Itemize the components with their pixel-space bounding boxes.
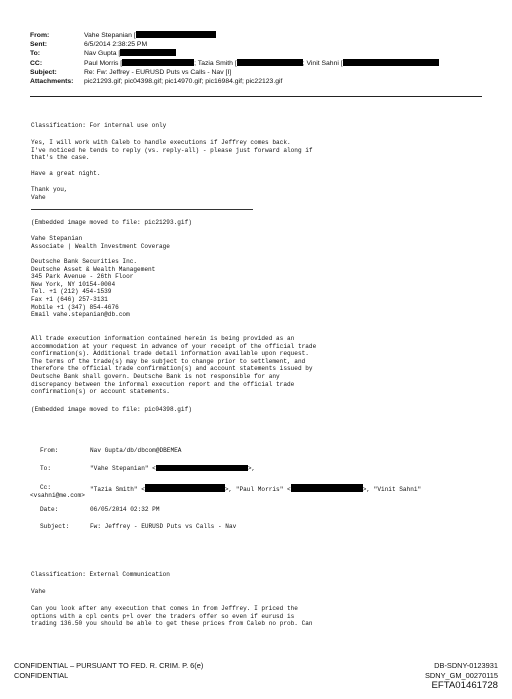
fwd-from-label: From:	[40, 447, 59, 454]
fwd-subject-value: Fw: Jeffrey - EURUSD Puts vs Calls - Nav	[90, 523, 237, 530]
disclaimer-line-2: accommodation at your request in advance of your receipt of the official trade	[31, 342, 317, 350]
signature-divider	[31, 209, 253, 210]
sig-name: Vahe Stepanian	[31, 235, 83, 242]
para1-line3: that's the case.	[31, 154, 90, 162]
cc-label: CC:	[30, 59, 43, 67]
header-divider	[30, 96, 482, 97]
disclaimer-line-6: Deutsche Bank shall govern. Deutsche Bank is not responsible for any	[31, 373, 280, 380]
email-header	[30, 31, 485, 86]
sig-mobile: Mobile +1 (347) 854-4676	[31, 303, 119, 311]
sig-email: Email vahe.stepanian@db.com	[31, 311, 130, 319]
redaction-box	[120, 49, 176, 56]
para1-line2: I've noticed he tends to reply (vs. reply-all) - please just forward along if	[31, 146, 313, 154]
classification-label: Classification: For internal use only	[31, 122, 167, 129]
sig-addr2: New York, NY 10154-0004	[31, 280, 116, 288]
cc-value-1: Paul Morris [	[84, 59, 123, 67]
disclaimer-line-3: confirmation(s). Additional trade detail information available upon request.	[31, 350, 309, 358]
attachments-label: Attachments:	[30, 78, 74, 86]
fwd-cc-value-3: >, "Vinit Sahni"	[362, 486, 422, 493]
sent-label: Sent:	[30, 41, 47, 49]
redaction-box	[291, 484, 363, 492]
header-attachments-row	[30, 77, 485, 86]
footer-efta-id: EFTA01461728	[431, 680, 498, 691]
sig-fax: Fax +1 (646) 257-3131	[31, 296, 108, 303]
embedded-image-note-1: (Embedded image moved to file: pic21293.gif)	[31, 219, 192, 226]
redaction-box	[136, 31, 216, 38]
disclaimer-line-5: therefore the official trade confirmation(s) and account statements issued by	[31, 365, 313, 373]
sig-company2: Deutsche Asset & Wealth Management	[31, 265, 156, 273]
thanks: Thank you,	[31, 186, 68, 193]
redaction-box	[122, 59, 194, 66]
fwd-date-value: 06/05/2014 02:32 PM	[90, 506, 160, 513]
fwd-to-label: To:	[40, 465, 51, 472]
redaction-box	[343, 59, 439, 66]
disclaimer-line-7: discrepancy between the informal execution report and the official trade	[31, 380, 295, 388]
header-subject-row	[30, 68, 485, 77]
fwd-cc-label: Cc:	[40, 484, 51, 491]
fwd-cc-line2: <vsahni@me.com>	[30, 491, 85, 499]
redaction-box	[156, 465, 248, 471]
footer-bates-2: SDNY_GM_00270115	[425, 671, 498, 680]
footer-confidential: CONFIDENTIAL	[14, 671, 69, 680]
signoff: Vahe	[31, 193, 46, 201]
cc-value-3: ; Vinit Sahni [	[302, 59, 343, 67]
from-label: From:	[30, 32, 50, 39]
disclaimer-line-1: All trade execution information contained herein is being provided as an	[31, 335, 295, 342]
fwd-classification-label: Classification: External Communication	[31, 571, 170, 578]
fwd-from-value: Nav Gupta/db/dbcom@DBEMEA	[90, 447, 182, 454]
fwd-date-label: Date:	[40, 506, 59, 513]
fwd-cc-value-2: >, "Paul Morris" <	[224, 486, 291, 493]
fwd-body-line-2: options with a cpl cents p+l over the traders offer so even if eurusd is	[31, 612, 295, 620]
fwd-body-line-1: Can you look after any execution that comes in from Jeffrey. I priced the	[31, 605, 298, 612]
fwd-cc-value-1: "Tazia Smith" <	[90, 486, 145, 493]
attachments-value: pic21293.gif; pic04398.gif; pic14970.gif; pic16984.gif; pic22123.gif	[84, 78, 283, 86]
fwd-to-end: >,	[247, 465, 256, 472]
redaction-box	[145, 484, 225, 492]
footer-bates-1: DB-SDNY-0123931	[434, 661, 498, 670]
header-sent-row	[30, 40, 485, 49]
to-value: Nav Gupta [	[84, 50, 121, 58]
header-cc-row	[30, 59, 485, 68]
from-value: Vahe Stepanian [	[84, 32, 136, 39]
header-from-row	[30, 31, 485, 40]
to-label: To:	[30, 50, 41, 58]
sig-addr1: 345 Park Avenue - 26th Floor	[31, 273, 134, 281]
sent-value: 6/5/2014 2:38:25 PM	[84, 41, 148, 49]
disclaimer-line-8: confirmation(s) or account statements.	[31, 388, 170, 396]
header-to-row	[30, 49, 485, 58]
fwd-body-line-3: trading 136.50 you should be able to get these prices from Caleb no prob. Can	[31, 620, 313, 628]
embedded-image-note-2: (Embedded image moved to file: pic04398.gif)	[31, 406, 192, 413]
fwd-to-row	[90, 465, 255, 473]
redaction-box	[237, 59, 303, 66]
subject-label: Subject:	[30, 68, 57, 76]
disclaimer-line-4: The terms of the trade(s) may be subject to change prior to settlement, and	[31, 357, 306, 365]
subject-value: Re: Fw: Jeffrey - EURUSD Puts vs Calls - Nav [I]	[84, 68, 232, 76]
sig-tel: Tel. +1 (212) 454-1539	[31, 288, 112, 296]
sig-company1: Deutsche Bank Securities Inc.	[31, 258, 138, 265]
fwd-subject-label: Subject:	[40, 523, 70, 530]
para1-line1: Yes, I will work with Caleb to handle executions if Jeffrey comes back.	[31, 139, 291, 146]
fwd-to-value: "Vahe Stepanian" <	[90, 465, 156, 472]
footer-confidential-rule: CONFIDENTIAL – PURSUANT TO FED. R. CRIM. P. 6(e)	[14, 661, 204, 670]
sig-title: Associate | Wealth Investment Coverage	[31, 242, 170, 250]
fwd-greeting: Vahe	[31, 588, 46, 595]
cc-value-2: ; Tazia Smith [	[194, 59, 237, 67]
para2: Have a great night.	[31, 170, 101, 177]
fwd-cc-row	[90, 484, 421, 494]
